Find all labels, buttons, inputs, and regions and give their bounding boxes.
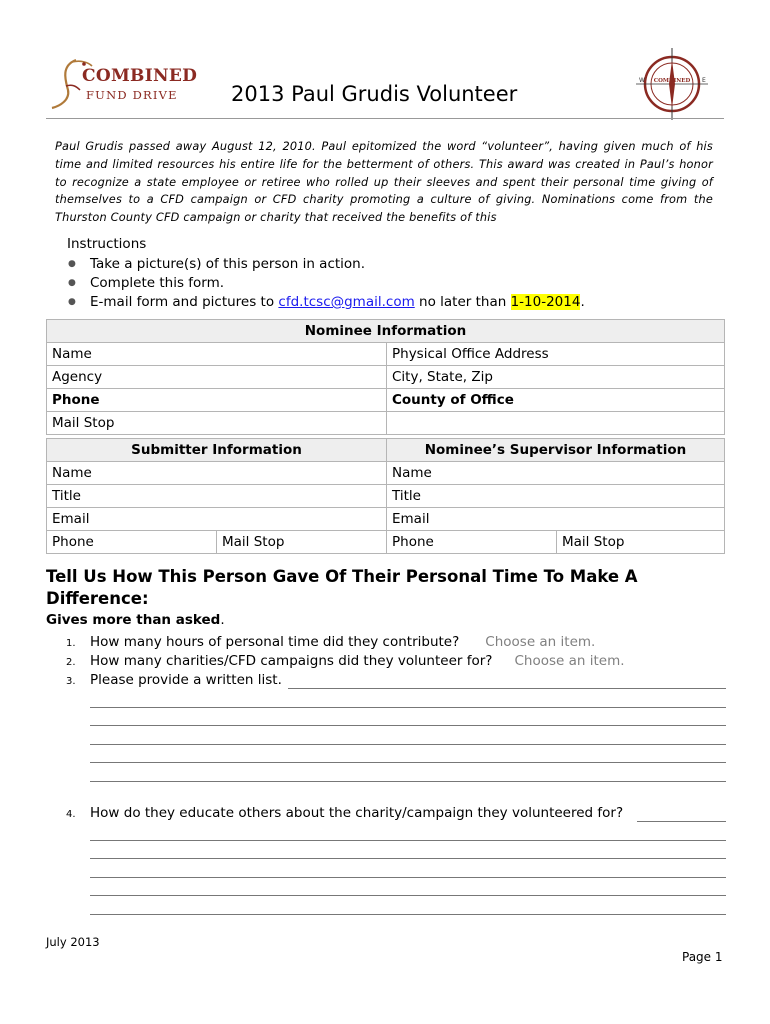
- answer-line[interactable]: [90, 744, 726, 745]
- footer-date: July 2013: [46, 935, 100, 949]
- answer-line[interactable]: [90, 725, 726, 726]
- nominee-office-address-field[interactable]: Physical Office Address: [387, 343, 725, 366]
- supervisor-name-field[interactable]: Name: [387, 462, 725, 485]
- answer-line[interactable]: [90, 895, 726, 896]
- subheading-suffix: .: [220, 612, 225, 628]
- svg-text:W: W: [639, 77, 645, 84]
- deadline-suffix: .: [580, 294, 585, 310]
- nominee-phone-field[interactable]: Phone: [47, 389, 387, 412]
- intro-paragraph: Paul Grudis passed away August 12, 2010. Paul epitomized the word “volunteer”, having given much of his time and limited resources his entire life for the betterment of others. This award was created in Paul’s honor to recognize a state employee or retiree who rolled up their sleeves and spent their personal time giving of themselves to a CFD campaign or CFD charity promoting a culture of giving. Nominations come from the Thurston County CFD campaign or charity that received the benefits of this: [55, 140, 713, 225]
- hours-dropdown[interactable]: Choose an item.: [485, 634, 596, 650]
- nominee-table-header: Nominee Information: [47, 320, 725, 343]
- header-divider: [46, 118, 724, 119]
- page-number: Page 1: [682, 950, 723, 964]
- supervisor-table-header: Nominee’s Supervisor Information: [387, 439, 725, 462]
- deadline-prefix: no later than: [414, 294, 511, 310]
- answer-line[interactable]: [637, 821, 726, 822]
- instruction-item: [68, 294, 585, 310]
- answer-line[interactable]: [90, 781, 726, 782]
- logo-text-combined: COMBINED: [82, 66, 198, 86]
- supervisor-title-field[interactable]: Title: [387, 485, 725, 508]
- nominee-agency-field[interactable]: Agency: [47, 366, 387, 389]
- bullet-icon: ●: [68, 259, 76, 269]
- campaign-seal-logo: [634, 46, 710, 122]
- bullet-icon: ●: [68, 297, 76, 307]
- submitter-title-field[interactable]: Title: [47, 485, 387, 508]
- submitter-supervisor-table: [46, 438, 725, 554]
- instruction-text: Complete this form.: [90, 275, 225, 291]
- question-text: Please provide a written list.: [90, 672, 282, 688]
- section-subheading: [46, 612, 225, 628]
- answer-line[interactable]: [288, 688, 726, 689]
- nominee-empty-cell: [387, 412, 725, 435]
- answer-line[interactable]: [90, 858, 726, 859]
- nominee-name-field[interactable]: Name: [47, 343, 387, 366]
- question-text: How many hours of personal time did they contribute?: [90, 634, 460, 650]
- email-link[interactable]: cfd.tcsc@gmail.com: [278, 294, 415, 310]
- answer-line[interactable]: [90, 877, 726, 878]
- page-title: 2013 Paul Grudis Volunteer: [231, 82, 518, 106]
- logo-text-fund-drive: FUND DRIVE: [86, 88, 178, 102]
- question-text: How many charities/CFD campaigns did they volunteer for?: [90, 653, 493, 669]
- submitter-phone-field[interactable]: Phone: [47, 531, 217, 554]
- compass-seal-icon: [634, 46, 710, 122]
- answer-line[interactable]: [90, 707, 726, 708]
- submitter-mail-stop-field[interactable]: Mail Stop: [217, 531, 387, 554]
- bullet-icon: ●: [68, 278, 76, 288]
- deadline-date: 1-10-2014: [510, 294, 581, 310]
- nominee-county-field[interactable]: County of Office: [387, 389, 725, 412]
- instructions-heading: Instructions: [67, 236, 147, 252]
- submitter-table-header: Submitter Information: [47, 439, 387, 462]
- supervisor-phone-field[interactable]: Phone: [387, 531, 557, 554]
- charities-dropdown[interactable]: Choose an item.: [514, 653, 625, 669]
- subheading-text: Gives more than asked: [46, 612, 221, 628]
- instruction-text: E-mail form and pictures to: [90, 294, 279, 310]
- supervisor-email-field[interactable]: Email: [387, 508, 725, 531]
- section-heading: Tell Us How This Person Gave Of Their Personal Time To Make A Difference:: [46, 567, 638, 608]
- supervisor-mail-stop-field[interactable]: Mail Stop: [557, 531, 725, 554]
- answer-line[interactable]: [90, 914, 726, 915]
- combined-fund-drive-logo: [46, 56, 198, 112]
- answer-line[interactable]: [90, 762, 726, 763]
- question-2: [66, 653, 625, 669]
- question-number: 2.: [66, 657, 76, 668]
- question-text: How do they educate others about the charity/campaign they volunteered for?: [90, 805, 624, 821]
- nominee-city-state-zip-field[interactable]: City, State, Zip: [387, 366, 725, 389]
- nominee-information-table: [46, 319, 725, 435]
- svg-text:E: E: [702, 77, 706, 84]
- answer-line[interactable]: [90, 840, 726, 841]
- question-4: [66, 805, 623, 821]
- question-1: [66, 634, 595, 650]
- svg-text:COMBINED: COMBINED: [653, 78, 691, 84]
- question-number: 4.: [66, 809, 76, 820]
- question-number: 1.: [66, 638, 76, 649]
- question-3: [66, 672, 282, 688]
- instruction-item: [68, 275, 224, 291]
- instruction-text: Take a picture(s) of this person in action.: [90, 256, 366, 272]
- submitter-name-field[interactable]: Name: [47, 462, 387, 485]
- nominee-mail-stop-field[interactable]: Mail Stop: [47, 412, 387, 435]
- submitter-email-field[interactable]: Email: [47, 508, 387, 531]
- instruction-item: [68, 256, 365, 272]
- question-number: 3.: [66, 676, 76, 687]
